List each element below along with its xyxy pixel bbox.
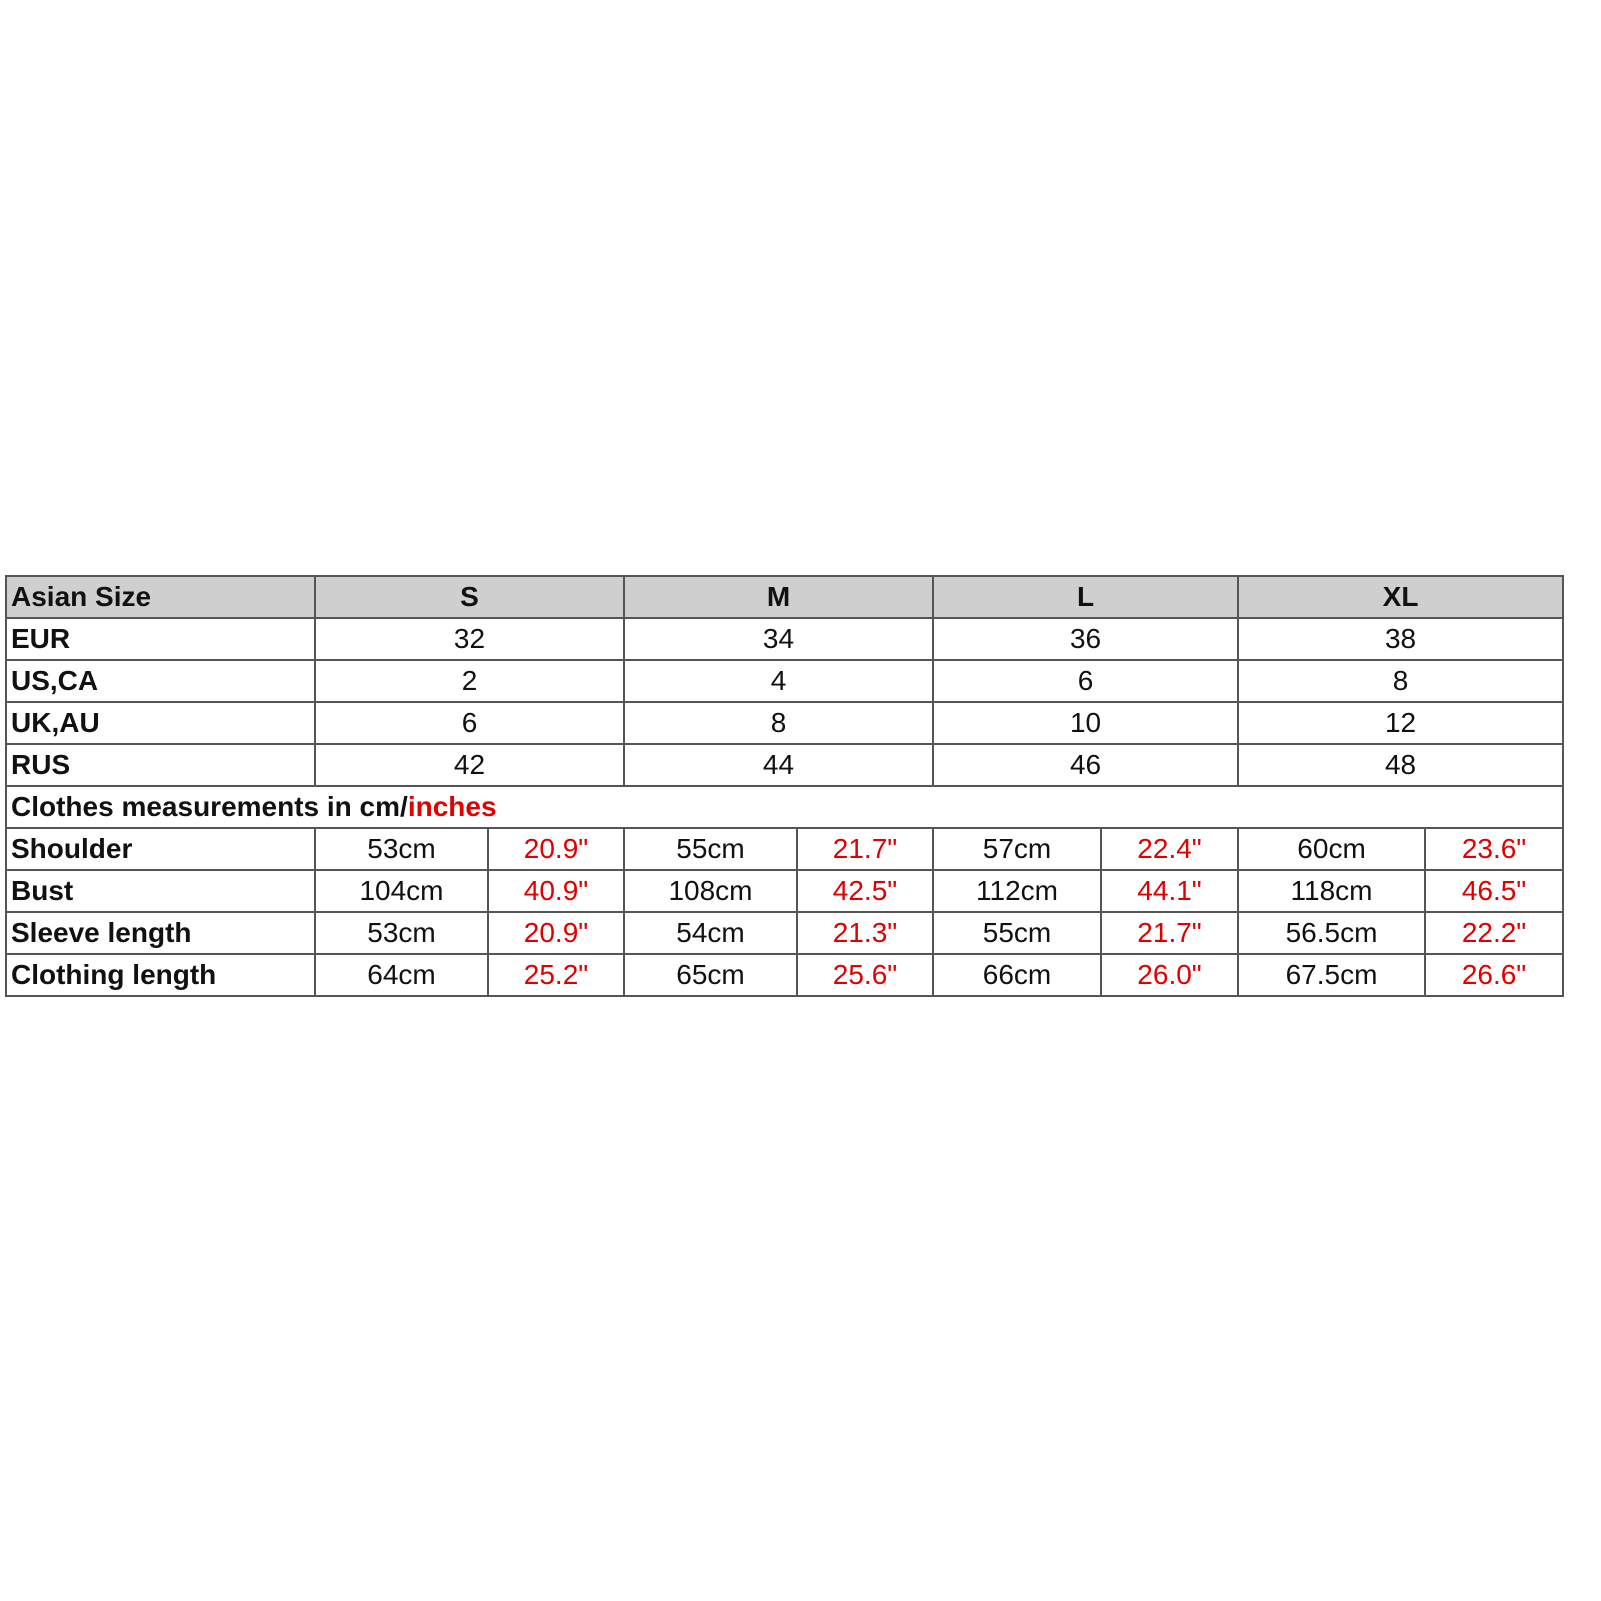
- inch-value: 20.9": [488, 912, 624, 954]
- cm-value: 67.5cm: [1238, 954, 1425, 996]
- cm-value: 65cm: [624, 954, 797, 996]
- cm-value: 56.5cm: [1238, 912, 1425, 954]
- row-label: EUR: [6, 618, 315, 660]
- row-label: Sleeve length: [6, 912, 315, 954]
- cm-value: 104cm: [315, 870, 488, 912]
- row-label: UK,AU: [6, 702, 315, 744]
- inch-value: 21.7": [797, 828, 933, 870]
- size-value: 48: [1238, 744, 1563, 786]
- table-row-eur: [6, 618, 1563, 660]
- size-chart-table: [5, 575, 1564, 997]
- table-row-clothing-length: [6, 954, 1563, 996]
- header-row: [6, 576, 1563, 618]
- inch-value: 46.5": [1425, 870, 1563, 912]
- size-header-l: L: [933, 576, 1238, 618]
- cm-value: 53cm: [315, 828, 488, 870]
- inch-value: 21.3": [797, 912, 933, 954]
- size-value: 6: [315, 702, 624, 744]
- cm-value: 112cm: [933, 870, 1101, 912]
- cm-value: 66cm: [933, 954, 1101, 996]
- size-value: 8: [624, 702, 933, 744]
- cm-value: 118cm: [1238, 870, 1425, 912]
- cm-value: 64cm: [315, 954, 488, 996]
- size-value: 8: [1238, 660, 1563, 702]
- row-label: Clothing length: [6, 954, 315, 996]
- cm-value: 108cm: [624, 870, 797, 912]
- section-title: [6, 786, 1563, 828]
- size-header-s: S: [315, 576, 624, 618]
- table-row-rus: [6, 744, 1563, 786]
- size-value: 46: [933, 744, 1238, 786]
- size-value: 12: [1238, 702, 1563, 744]
- inch-value: 25.6": [797, 954, 933, 996]
- size-header-m: M: [624, 576, 933, 618]
- row-label: RUS: [6, 744, 315, 786]
- table-row-shoulder: [6, 828, 1563, 870]
- inch-value: 42.5": [797, 870, 933, 912]
- inch-value: 44.1": [1101, 870, 1238, 912]
- size-value: 2: [315, 660, 624, 702]
- inch-value: 22.2": [1425, 912, 1563, 954]
- inch-value: 22.4": [1101, 828, 1238, 870]
- inch-value: 25.2": [488, 954, 624, 996]
- inch-value: 26.6": [1425, 954, 1563, 996]
- inch-value: 40.9": [488, 870, 624, 912]
- size-value: 32: [315, 618, 624, 660]
- size-value: 34: [624, 618, 933, 660]
- section-row: [6, 786, 1563, 828]
- cm-value: 55cm: [933, 912, 1101, 954]
- size-header-xl: XL: [1238, 576, 1563, 618]
- size-value: 4: [624, 660, 933, 702]
- section-highlight: inches: [407, 791, 497, 822]
- row-label: US,CA: [6, 660, 315, 702]
- cm-value: 57cm: [933, 828, 1101, 870]
- table-row-bust: [6, 870, 1563, 912]
- table-row-sleeve-length: [6, 912, 1563, 954]
- row-label: Shoulder: [6, 828, 315, 870]
- cm-value: 53cm: [315, 912, 488, 954]
- size-value: 36: [933, 618, 1238, 660]
- size-value: 44: [624, 744, 933, 786]
- table-row-uk-au: [6, 702, 1563, 744]
- header-label: Asian Size: [6, 576, 315, 618]
- section-text: Clothes measurements in cm/: [11, 791, 408, 822]
- size-value: 10: [933, 702, 1238, 744]
- inch-value: 26.0": [1101, 954, 1238, 996]
- inch-value: 21.7": [1101, 912, 1238, 954]
- size-value: 38: [1238, 618, 1563, 660]
- cm-value: 55cm: [624, 828, 797, 870]
- cm-value: 54cm: [624, 912, 797, 954]
- inch-value: 20.9": [488, 828, 624, 870]
- row-label: Bust: [6, 870, 315, 912]
- size-value: 6: [933, 660, 1238, 702]
- size-value: 42: [315, 744, 624, 786]
- cm-value: 60cm: [1238, 828, 1425, 870]
- table-row-us-ca: [6, 660, 1563, 702]
- inch-value: 23.6": [1425, 828, 1563, 870]
